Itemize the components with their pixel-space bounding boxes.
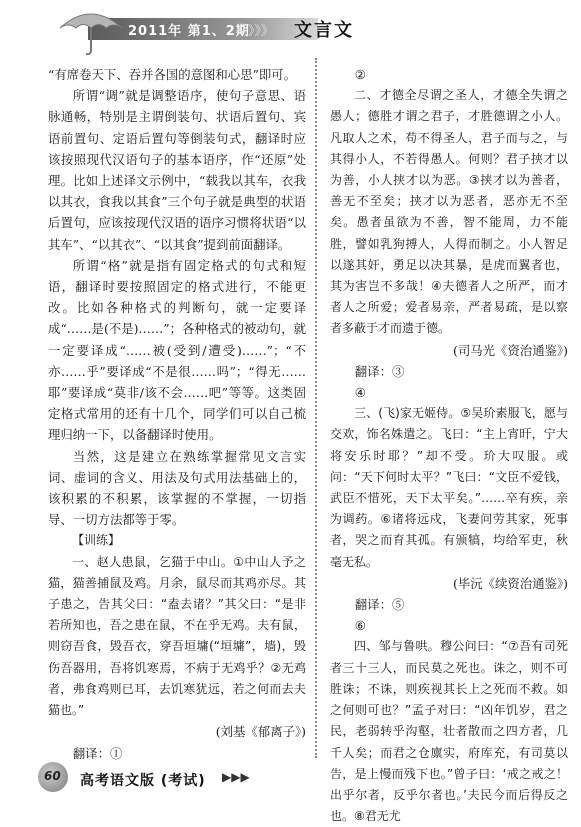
left-paragraph: 所谓“格”就是指有固定格式的句式和短语，翻译时要按照固定的格式进行，不能更改。比如各种格式的判断句，就一定要译成“……是(不是)……”；各种格式的被动句，就一定要译成“……被(受到/遭受)……”；“不亦……乎”要译成“不是很……吗”；“得无……耶”要译成“莫非/该不会……吧”等等。这类固定格式常用的还有十几个，同学们可以自己梳理归纳一下，以备翻译时使用。 [48, 257, 306, 443]
header-arrows: 》》》 [248, 24, 275, 39]
left-paragraph: 当然，这是建立在熟练掌握常见文言实词、虚词的含义、用法及句式用法基础上的，该积累的不积累，该掌握的不掌握，一切指导、一切方法都等于零。 [48, 448, 306, 528]
footer-arrows: ▶▶▶ [222, 770, 250, 784]
left-column [48, 64, 306, 764]
right-paragraph: 翻译：③ [354, 363, 405, 379]
right-paragraph: 翻译：⑤ [354, 597, 405, 613]
right-paragraph: 四、邹与鲁哄。穆公问曰：“⑦吾有司死者三十三人，而民莫之死也。诛之，则不可胜诛；不诛，则疾视其长上之死而不救。如之何则可也？”孟子对曰：“凶年饥岁，君之民，老弱转乎沟壑，壮者散而之四方者，几千人矣；而君之仓廪实，府库充，有司莫以告，是上慢而残下也。”曾子曰：‘戒之戒之！出乎尔者，反乎尔者也。’夫民今而后得反之也。⑧君无尤 [330, 639, 568, 824]
page-number: 60 [44, 769, 61, 783]
column-divider [315, 58, 317, 758]
left-paragraph: 所谓“调”就是调整语序，使句子意思、语脉通畅，特别是主谓倒装句、状语后置句、宾语前置句、定语后置句等倒装句式，翻译时应该按照现代汉语句子的基本语序，作“还原”处理。比如上述译文示例中，“载我以其车，衣我以其衣，食我以其食”三个句子就是典型的状语后置句，应该按现代汉语的语序习惯将状语“以其车”、“以其衣”、“以其食”提到前面翻译。 [48, 88, 306, 252]
right-paragraph: (毕沅《续资治通鉴》) [453, 575, 568, 591]
right-column [330, 64, 568, 827]
section-title: 文言文 [294, 20, 354, 41]
issue-label: 2011年 第1、2期 [128, 24, 250, 39]
left-paragraph: 翻译：① [72, 745, 123, 761]
right-paragraph: (司马光《资治通鉴》) [453, 342, 568, 358]
page-footer [0, 752, 581, 800]
left-paragraph: “有席卷天下、吞并各国的意图和心思”即可。 [48, 67, 297, 82]
left-paragraph: 一、赵人患鼠，乞猫于中山。①中山人予之猫，猫善捕鼠及鸡。月余，鼠尽而其鸡亦尽。其子患之，告其父曰：“盍去诸？”其父曰：“是非若所知也，吾之患在鼠，不在乎无鸡。夫有鼠，则窃吾食，毁吾衣，穿吾垣墉(“垣墉”，墙)，毁伤吾器用，吾将饥寒焉，不病于无鸡乎？②无鸡者，弗食鸡则已耳，去饥寒犹远，若之何而去夫猫也。” [48, 554, 306, 718]
left-paragraph: 【训练】 [72, 533, 121, 548]
right-paragraph: ⑥ [354, 618, 366, 634]
left-paragraph: (刘基《郁离子》) [215, 724, 306, 740]
right-paragraph: ④ [354, 385, 366, 401]
right-paragraph: 三、(飞)家无姬侍。⑤吴玠素服飞，愿与交欢，饰名姝遣之。飞曰：“主上宵旰，宁大将安乐时耶？”却不受。玠大叹服。或问：“天下何时太平？”飞曰：“文臣不爱钱，武臣不惜死，天下太平矣。”……卒有疾，亲为调药。⑥诸将远戍，飞妻问劳其家，死事者，哭之而育其孤。有颁犒，均给军吏，秋毫无私。 [330, 406, 568, 569]
umbrella-icon [56, 6, 126, 56]
right-paragraph: 二、才德全尽谓之圣人，才德全失谓之愚人；德胜才谓之君子，才胜德谓之小人。凡取人之术，苟不得圣人，君子而与之，与其得小人，不若得愚人。何则？君子挟才以为善，小人挟才以为恶。③挟才以为善者，善无不至矣；挟才以为恶者，恶亦无不至矣。愚者虽欲为不善，智不能周，力不能胜，譬如乳狗搏人，人得而制之。小人智足以遂其奸，勇足以决其暴，是虎而翼者也，其为害岂不多哉！④夫德者人之所严，而才者人之所爱；爱者易亲，严者易疏，是以察者多蔽于才而遗于德。 [330, 88, 568, 336]
right-paragraph: ② [354, 67, 366, 82]
magazine-brand: 高考语文版 (考试) [80, 773, 206, 789]
page-header [0, 0, 581, 64]
